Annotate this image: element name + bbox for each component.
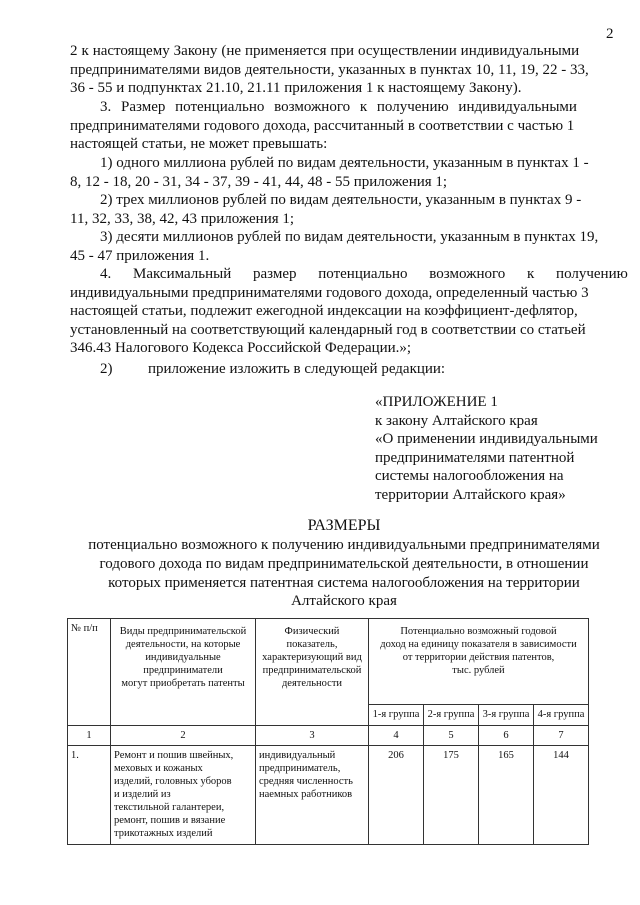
text-line: индивидуальными предпринимателями годового дохода, определенный частью 3 [70, 284, 589, 301]
value-group-4: 144 [534, 746, 589, 845]
row-indicator: индивидуальный предприниматель, средняя численность наемных работников [256, 746, 369, 845]
text-line: 2 к настоящему Закону (не применяется при осуществлении индивидуальными [70, 43, 580, 59]
header-num: № п/п [68, 619, 111, 726]
appendix-line: предпринимателями патентной [375, 449, 575, 466]
appendix-line: системы налогообложения на [375, 468, 564, 485]
subitem-3 [70, 228, 618, 265]
index-cell: 3 [256, 726, 369, 746]
appendix-line: «О применении индивидуальными [375, 431, 598, 448]
value-group-3: 165 [479, 746, 534, 845]
document-subtitle [70, 536, 618, 611]
paragraph-3 [70, 98, 618, 154]
subitem-2 [70, 191, 618, 228]
index-cell: 2 [111, 726, 256, 746]
row-num: 1. [68, 746, 111, 845]
income-table [67, 618, 589, 845]
text-line: 3. Размер потенциально возможного к получению индивидуальными [100, 99, 577, 115]
subtitle-line: годового дохода по видам предпринимательской деятельности, в отношении [99, 555, 589, 572]
group-3: 3-я группа [479, 705, 534, 726]
text-line: 45 - 47 приложения 1. [70, 247, 210, 264]
subtitle-line: Алтайского края [291, 593, 397, 610]
value-group-1: 206 [369, 746, 424, 845]
text-line: предпринимателями видов деятельности, указанных в пунктах 10, 11, 19, 22 - 33, [70, 61, 589, 78]
header-income: Потенциально возможный годовой доход на единицу показателя в зависимости от территории действия патентов, тыс. рублей [369, 619, 589, 705]
appendix-line: территории Алтайского края» [375, 486, 566, 503]
appendix-line: «ПРИЛОЖЕНИЕ 1 [375, 394, 498, 410]
header-indicator: Физический показатель, характеризующий вид предпринимательской деятельности [256, 619, 369, 726]
text-line: 1) одного миллиона рублей по видам деятельности, указанным в пунктах 1 - [100, 155, 589, 171]
table-row [68, 746, 589, 845]
index-cell: 4 [369, 726, 424, 746]
group-2: 2-я группа [424, 705, 479, 726]
subitem-1 [70, 154, 618, 191]
text-line: настоящей статьи, подлежит ежегодной индексации на коэффициент-дефлятор, [70, 303, 578, 320]
group-4: 4-я группа [534, 705, 589, 726]
value-group-2: 175 [424, 746, 479, 845]
header-activity: Виды предпринимательской деятельности, на которые индивидуальные предприниматели могут приобретать патенты [111, 619, 256, 726]
appendix-line: к закону Алтайского края [375, 412, 538, 429]
text-line: установленный на соответствующий календарный год в соответствии со статьей [70, 321, 586, 338]
subtitle-line: которых применяется патентная система налогообложения на территории [108, 574, 580, 591]
index-cell: 5 [424, 726, 479, 746]
table-header-row [68, 619, 589, 705]
text-line: предпринимателями годового дохода, рассчитанный в соответствии с частью 1 [70, 117, 575, 134]
text-line: настоящей статьи, не может превышать: [70, 136, 328, 153]
group-1: 1-я группа [369, 705, 424, 726]
subtitle-line: потенциально возможного к получению индивидуальными предпринимателями [88, 537, 600, 553]
paragraph-continuation [70, 42, 618, 98]
document-title: РАЗМЕРЫ [307, 517, 381, 534]
index-cell: 1 [68, 726, 111, 746]
item-2-text: приложение изложить в следующей редакции: [148, 361, 446, 377]
table-index-row [68, 726, 589, 746]
appendix-header [375, 393, 620, 505]
index-cell: 6 [479, 726, 534, 746]
text-line: 36 - 55 и подпунктах 21.10, 21.11 приложения 1 к настоящему Закону). [70, 80, 522, 97]
item-2-number: 2) [100, 361, 113, 377]
index-cell: 7 [534, 726, 589, 746]
text-line: 11, 32, 33, 38, 42, 43 приложения 1; [70, 210, 295, 227]
page-number: 2 [606, 26, 614, 42]
paragraph-4 [70, 265, 628, 358]
row-activity: Ремонт и пошив швейных, меховых и кожаных изделий, головных уборов и изделий из текстильной галантереи, ремонт, пошив и вязание трикотажных изделий [111, 746, 256, 845]
text-line: 4. Максимальный размер потенциально возможного к получению [100, 266, 628, 282]
text-line: 346.43 Налогового Кодекса Российской Федерации.»; [70, 340, 412, 357]
text-line: 8, 12 - 18, 20 - 31, 34 - 37, 39 - 41, 44, 48 - 55 приложения 1; [70, 173, 448, 190]
text-line: 3) десяти миллионов рублей по видам деятельности, указанным в пунктах 19, [100, 229, 599, 245]
text-line: 2) трех миллионов рублей по видам деятельности, указанным в пунктах 9 - [100, 192, 582, 208]
